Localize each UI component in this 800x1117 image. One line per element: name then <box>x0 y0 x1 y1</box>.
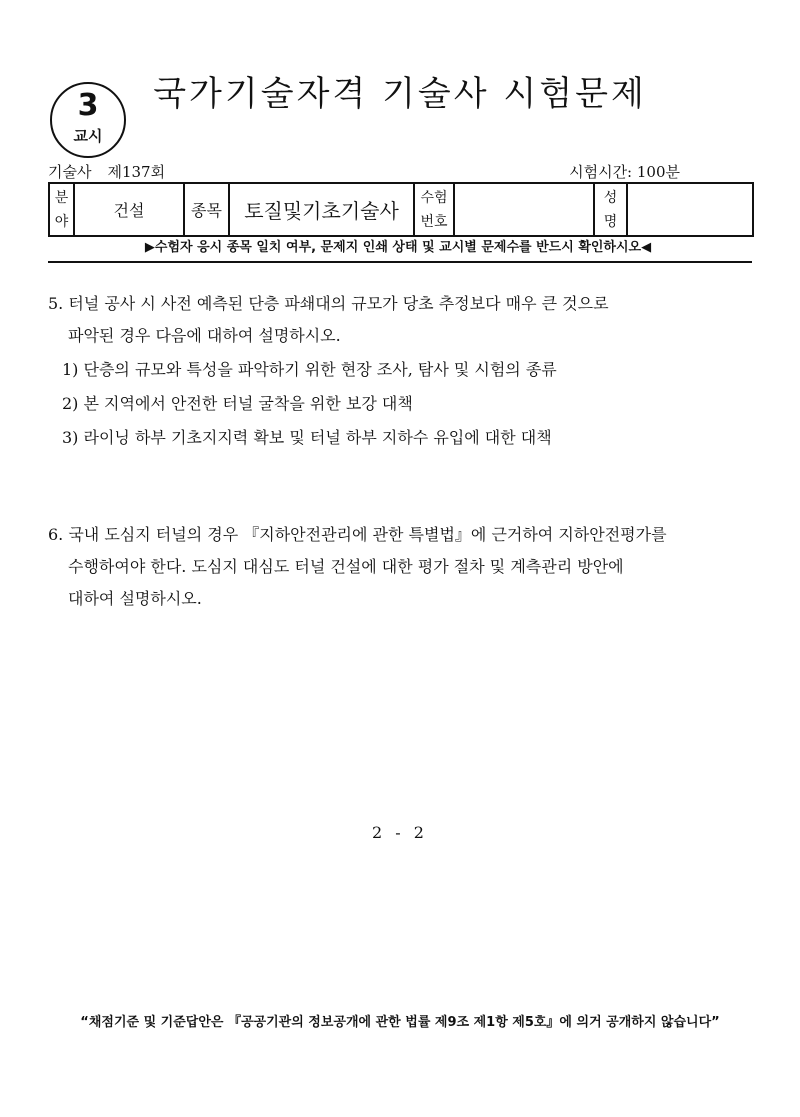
page-number: 2 - 2 <box>372 823 428 842</box>
field-label <box>49 183 74 236</box>
question-6-line-2: 수행하여야 한다. 도심지 대심도 터널 건설에 대한 평가 절차 및 계측관리 방안에 <box>68 557 624 576</box>
session-number: 3 <box>77 88 99 123</box>
question-6 <box>48 519 758 615</box>
question-5-line-1: 5. 터널 공사 시 사전 예측된 단층 파쇄대의 규모가 당초 추정보다 매우 큰 것으로 <box>48 294 609 313</box>
question-5-sub-1: 1) 단층의 규모와 특성을 파악하기 위한 현장 조사, 탐사 및 시험의 종류 <box>62 360 557 379</box>
exam-time: 시험시간: 100분 <box>569 163 680 181</box>
exam-number-label-top: 수험 <box>420 189 448 206</box>
session-badge <box>50 82 126 158</box>
exam-number-label <box>414 183 454 236</box>
question-6-line-1: 6. 국내 도심지 터널의 경우 『지하안전관리에 관한 특별법』에 근거하여 지하안전평가를 <box>48 525 667 544</box>
header-divider <box>48 261 752 263</box>
exam-round: 제137회 <box>107 163 166 181</box>
name-field[interactable] <box>627 183 753 236</box>
document-title: 국가기술자격 기술사 시험문제 <box>153 74 647 114</box>
field-label-top: 분 <box>54 189 69 206</box>
field-value: 건설 <box>74 183 184 236</box>
question-5-line-2: 파악된 경우 다음에 대하여 설명하시오. <box>68 326 341 345</box>
exam-meta <box>48 162 165 182</box>
question-5-sub-3: 3) 라이닝 하부 기초지지력 확보 및 터널 하부 지하수 유입에 대한 대책 <box>62 428 552 447</box>
question-5-sub-2: 2) 본 지역에서 안전한 터널 굴착을 위한 보강 대책 <box>62 394 413 413</box>
footer-disclaimer: “채점기준 및 기준답안은 『공공기관의 정보공개에 관한 법률 제9조 제1항 제5호』에 의거 공개하지 않습니다” <box>80 1015 720 1030</box>
name-label-bottom: 명 <box>603 213 618 230</box>
field-label-bottom: 야 <box>54 213 69 230</box>
category-label: 종목 <box>184 183 229 236</box>
exam-type: 기술사 <box>48 163 92 181</box>
exam-info-table <box>48 182 754 237</box>
session-label: 교시 <box>73 127 103 145</box>
question-5 <box>48 288 758 454</box>
exam-number-label-bottom: 번호 <box>420 213 448 230</box>
question-6-line-3: 대하여 설명하시오. <box>68 589 202 608</box>
notice-banner: ▶수험자 응시 종목 일치 여부, 문제지 인쇄 상태 및 교시별 문제수를 반드시 확인하시오◀ <box>144 240 652 255</box>
exam-number-field[interactable] <box>454 183 594 236</box>
name-label <box>594 183 627 236</box>
category-value: 토질및기초기술사 <box>229 183 414 236</box>
name-label-top: 성 <box>603 189 618 206</box>
